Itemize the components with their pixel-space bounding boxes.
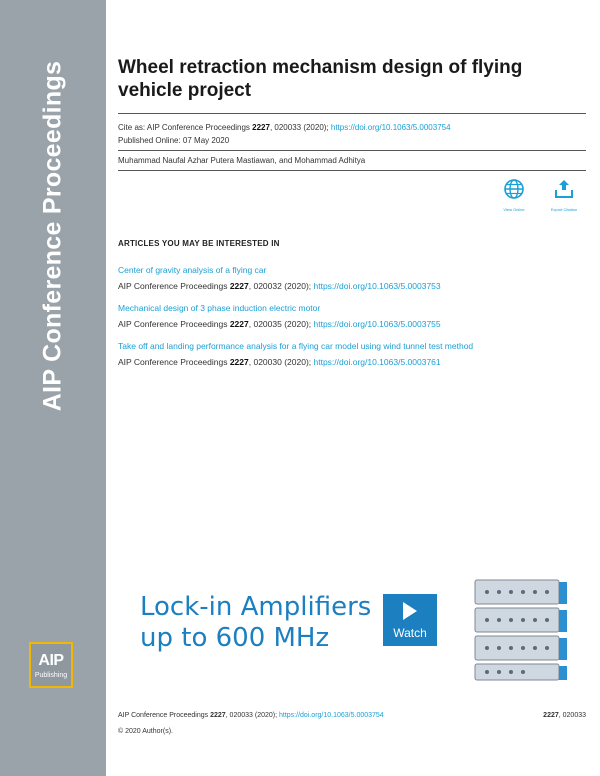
ref-doi-link[interactable]: https://doi.org/10.1063/5.0003755 [313, 319, 441, 329]
authors: Muhammad Naufal Azhar Putera Mastiawan, and Mohammad Adhitya [118, 156, 366, 165]
watch-label: Watch [393, 626, 427, 640]
related-article [118, 265, 558, 292]
ref-journal: AIP Conference Proceedings [118, 319, 230, 329]
divider [118, 170, 586, 171]
ad-line-2: up to 600 MHz [140, 623, 330, 653]
divider [118, 150, 586, 151]
related-article [118, 341, 558, 368]
ref-doi-link[interactable]: https://doi.org/10.1063/5.0003753 [313, 281, 441, 291]
watch-button[interactable] [383, 594, 437, 646]
copyright: © 2020 Author(s). [118, 728, 173, 735]
related-articles-heading: ARTICLES YOU MAY BE INTERESTED IN [118, 239, 280, 248]
export-icon [553, 178, 575, 200]
cite-prefix: Cite as: AIP Conference Proceedings [118, 123, 253, 132]
cite-suffix: , 020033 (2020); [269, 123, 331, 132]
export-citation-label: Export Citation [550, 207, 578, 212]
citation-line [118, 123, 451, 133]
related-article-title-link[interactable]: Mechanical design of 3 phase induction electric motor [118, 303, 321, 313]
ref-rest: , 020035 (2020); [248, 319, 314, 329]
ad-line-1: Lock-in Amplifiers [140, 592, 372, 622]
related-article-ref [118, 357, 558, 368]
cite-doi-link[interactable]: https://doi.org/10.1063/5.0003754 [330, 123, 451, 132]
related-article-ref [118, 319, 558, 330]
ref-rest: , 020032 (2020); [248, 281, 314, 291]
cite-volume: 2227 [252, 123, 270, 132]
ref-volume: 2227 [229, 357, 249, 367]
play-icon [403, 602, 417, 620]
article-title: Wheel retraction mechanism design of flying vehicle project [118, 57, 523, 101]
export-citation-button[interactable] [546, 178, 582, 212]
journal-title-vertical: AIP Conference Proceedings [38, 60, 67, 412]
aip-publishing-logo[interactable] [29, 642, 73, 688]
logo-sub-text: Publishing [34, 672, 68, 679]
published-date: Published Online: 07 May 2020 [118, 136, 230, 145]
footer-citation [118, 712, 384, 719]
ref-volume: 2227 [229, 319, 249, 329]
footer-right-volume: 2227 [543, 712, 559, 719]
view-online-button[interactable] [496, 178, 532, 212]
ref-rest: , 020030 (2020); [248, 357, 314, 367]
ref-volume: 2227 [229, 281, 249, 291]
ref-journal: AIP Conference Proceedings [118, 281, 230, 291]
footer-page-ref [543, 712, 586, 719]
footer-volume: 2227 [210, 712, 226, 719]
advertisement-banner[interactable] [124, 568, 576, 686]
ref-journal: AIP Conference Proceedings [118, 357, 230, 367]
lock-in-amplifier-image [469, 572, 569, 684]
divider [118, 113, 586, 114]
logo-main-text: AIP [38, 652, 64, 669]
related-article [118, 303, 558, 330]
footer-doi-link[interactable]: https://doi.org/10.1063/5.0003754 [279, 712, 384, 719]
globe-icon [503, 178, 525, 200]
footer-rest: , 020033 (2020); [225, 712, 279, 719]
footer-prefix: AIP Conference Proceedings [118, 712, 211, 719]
view-online-label: View Online [503, 207, 525, 212]
ref-doi-link[interactable]: https://doi.org/10.1063/5.0003761 [313, 357, 441, 367]
related-article-ref [118, 281, 558, 292]
footer-right-rest: , 020033 [558, 712, 586, 719]
related-article-title-link[interactable]: Center of gravity analysis of a flying car [118, 265, 267, 275]
ad-headline [140, 592, 371, 654]
related-article-title-link[interactable]: Take off and landing performance analysis for a flying car model using wind tunnel test method [118, 341, 474, 351]
sidebar [0, 0, 106, 776]
